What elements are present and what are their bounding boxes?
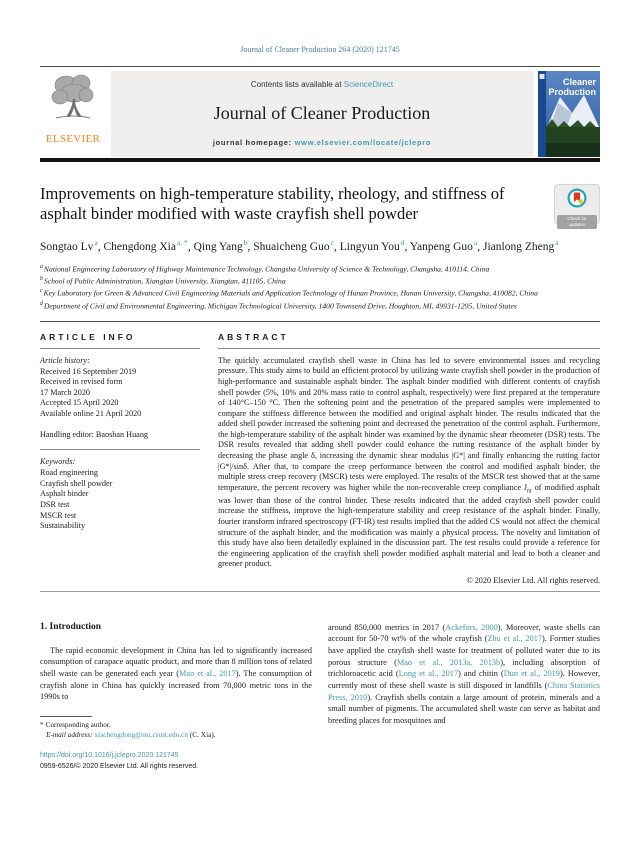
masthead-bottom-bar	[40, 158, 600, 162]
author-affil-sup: a, *	[176, 238, 188, 248]
keyword: Asphalt binder	[40, 489, 89, 499]
history-line: Received 16 September 2019	[40, 366, 137, 376]
keywords-label: Keywords:	[40, 457, 76, 467]
history-line: 17 March 2020	[40, 387, 91, 397]
divider	[40, 591, 600, 592]
journal-homepage-link[interactable]: www.elsevier.com/locate/jclepro	[294, 138, 432, 147]
author: Chengdong Xia$^{a, *}$,	[103, 238, 194, 254]
author-list	[40, 238, 600, 255]
corresponding-author-note: * Corresponding author.	[40, 719, 111, 729]
history-line: Available online 21 April 2020	[40, 409, 142, 419]
footnote-rule	[40, 716, 92, 717]
divider	[40, 449, 200, 450]
abstract-text: The quickly accumulated crayfish shell waste in China has led to severe environmental issues and recycling pressure. This study aims to build an efficient protocol by utilizing waste crayfish shell powder in the production of high-performance and sustainable asphalt binder. The asphalt binder modified with different contents of crayfish shell powder (5%, 10% and 20% mass ratio to control asphalt, respectively) were first prepared at the temperature of 140°C–150 °C. Then the softening point and the penetration of the prepared samples were implemented to compare the stiffness difference between the modified and original asphalt binder. The results indicated that the added shell powder increased the softening point and decreased the penetration of the control asphalt. Furthermore, the high-temperature stability of the asphalt binder was examined by the dynamic shear rheometer (DSR) tests. The DSR results revealed that adding shell powder could enhance the rutting resistance of the asphalt binder by decreasing the phase angle δ, increasing the dynamic shear modulus |G*| and finally enhancing the rutting factor |G*|/sinδ. After that, to compare the creep performance between the control and modified asphalt binder, the multiple stress creep recovery (MSCR) tests were employed. The results of the MSCR test showed that at the same temperature, the percent recovery was higher while the non-recoverable creep compliance $J_{nr}$ of modified asphalt was lower than those of the control binder. These results indicated that the added crayfish shell powder could increase the stiffness, improve the high-temperature stability and creep resistance of the asphalt binder. Finally, fourier transform infrared spectroscopy (FT-IR) test results implied that the added CS would not affect the chemical structure of the asphalt binder, and the modification was mainly a physical process. The novelty and limitation of this study have also been detailedly explained in the discussion part. The test results could provide a reference for the engineering application of the crayfish shell powder modified asphalt material and lead to both a cleaner and greener product.	[218, 355, 600, 569]
issn-copyright-line: 0959-6526/© 2020 Elsevier Ltd. All rights reserved.	[40, 762, 199, 770]
keyword: Sustainability	[40, 521, 86, 531]
keyword: Crayfish shell powder	[40, 478, 113, 488]
article-title: Improvements on high-temperature stability, rheology, and stiffness of asphalt binder modified with waste crayfish shell powder	[40, 184, 505, 224]
homepage-line	[213, 138, 431, 147]
doi-link[interactable]: https://doi.org/10.1016/j.jclepro.2020.121745	[40, 752, 179, 760]
divider	[40, 66, 600, 67]
intro-paragraph-right: around 850,000 metrics in 2017 (Ackefors, 2000). Moreover, waste shells can account for 50-70 wt% of the whole crayfish (Zhu et al., 2017). Former studies have applied the crayfish shell waste for treatment of polluted water due to its porous structure (Mao et al., 2013a, 2013b), including absorption of trichloroacetic acid (Long et al., 2017) and chitin (Dun et al., 2019). However, currently most of these shell waste is still disposed in landfills (China Statistics Press, 2010). Crayfish shells contain a large amount of protein, minerals and a small number of pigments. The accumulated shell waste can serve as habitat and breeding places for mosquitoes and	[328, 622, 601, 725]
intro-left-column	[40, 622, 312, 772]
history-line: Received in revised form	[40, 377, 123, 387]
check-badge-line2: updates	[568, 221, 585, 227]
intro-right-column	[328, 622, 600, 772]
crossmark-icon	[567, 188, 587, 213]
history-label: Article history:	[40, 355, 90, 365]
author: Shuaicheng Guo$^c$,	[253, 238, 340, 254]
keyword: Road engineering	[40, 468, 98, 478]
journal-title: Journal of Cleaner Production	[213, 103, 431, 123]
affiliation-list	[40, 263, 600, 312]
abstract-heading: ABSTRACT	[218, 331, 289, 342]
article-info-column	[40, 332, 200, 585]
contents-prefix: Contents lists available at	[250, 80, 344, 89]
journal-cover-thumbnail[interactable]	[538, 71, 600, 157]
author-affil-sup: b	[243, 238, 248, 248]
author-affil-sup: a	[94, 238, 98, 248]
running-head: Journal of Cleaner Production 264 (2020) 121745	[240, 45, 400, 54]
section-heading-introduction: 1. Introduction	[40, 621, 102, 632]
handling-editor: Handling editor: Baoshan Huang	[40, 429, 149, 439]
footer-block	[40, 751, 312, 772]
author: Songtao Lv$^a$,	[40, 238, 104, 254]
author-affil-sup: d	[400, 238, 405, 248]
check-for-updates-badge[interactable]	[554, 184, 600, 227]
divider	[218, 348, 600, 349]
author-affil-sup: a	[473, 238, 478, 248]
elsevier-tree-icon	[48, 71, 98, 132]
author-affil-sup: c	[330, 238, 334, 248]
cover-title-line2: Production	[548, 87, 596, 97]
sciencedirect-link[interactable]: ScienceDirect	[343, 80, 394, 89]
divider	[40, 348, 200, 349]
author: Lingyun You$^d$,	[339, 238, 410, 254]
masthead-banner	[111, 71, 533, 157]
author: Yanpeng Guo$^a$,	[409, 238, 484, 254]
elsevier-wordmark: ELSEVIER	[45, 133, 101, 145]
intro-paragraph-left: The rapid economic development in China has led to significantly increased consumption of carapace aquatic product, and more than 8 million tons of related shell waste can be generated each year (Mao et al., 2017). The consumption of crayfish alone in China has quickly increased from 70,000 metric tons in the 1990s to	[40, 645, 313, 702]
check-badge-line1: Check for	[567, 216, 587, 221]
check-badge-label	[557, 215, 597, 229]
keyword: DSR test	[40, 500, 70, 510]
cover-title-line1: Cleaner	[562, 77, 596, 87]
masthead	[40, 71, 600, 157]
author-affil-sup: a	[555, 238, 559, 248]
contents-line	[251, 80, 393, 89]
affiliation: $^b$School of Public Administration, Xiangtan University, Xiangtan, 411105, China	[40, 275, 286, 286]
divider	[40, 321, 600, 322]
article-info-heading: ARTICLE INFO	[40, 331, 136, 342]
elsevier-logo[interactable]	[40, 71, 106, 157]
copyright-line: © 2020 Elsevier Ltd. All rights reserved.	[466, 575, 600, 585]
email-line: E-mail address: xiachengdong@stu.csust.edu.cn (C. Xia).	[46, 730, 216, 740]
abstract-column	[218, 332, 600, 585]
footnote-block	[40, 716, 312, 741]
affiliation: $^a$National Engineering Laboratory of Highway Maintenance Technology, Changsha University of Science & Technology, Changsha, 410114, China	[40, 263, 490, 274]
author: Jianlong Zheng$^a$	[483, 238, 559, 254]
history-line: Accepted 15 April 2020	[40, 398, 119, 408]
homepage-prefix: journal homepage:	[212, 138, 295, 147]
affiliation: $^c$Key Laboratory for Green & Advanced Civil Engineering Materials and Application Technology of Hunan Province, Hunan University, Changsha, 410082, China	[40, 288, 538, 298]
keyword: MSCR test	[40, 510, 77, 520]
affiliation: $^d$Department of Civil and Environmental Engineering, Michigan Technological University, 1400 Townsend Drive, Houghton, MI, 49931-1295, United States	[40, 300, 517, 311]
author: Qing Yang$^b$,	[193, 238, 254, 254]
